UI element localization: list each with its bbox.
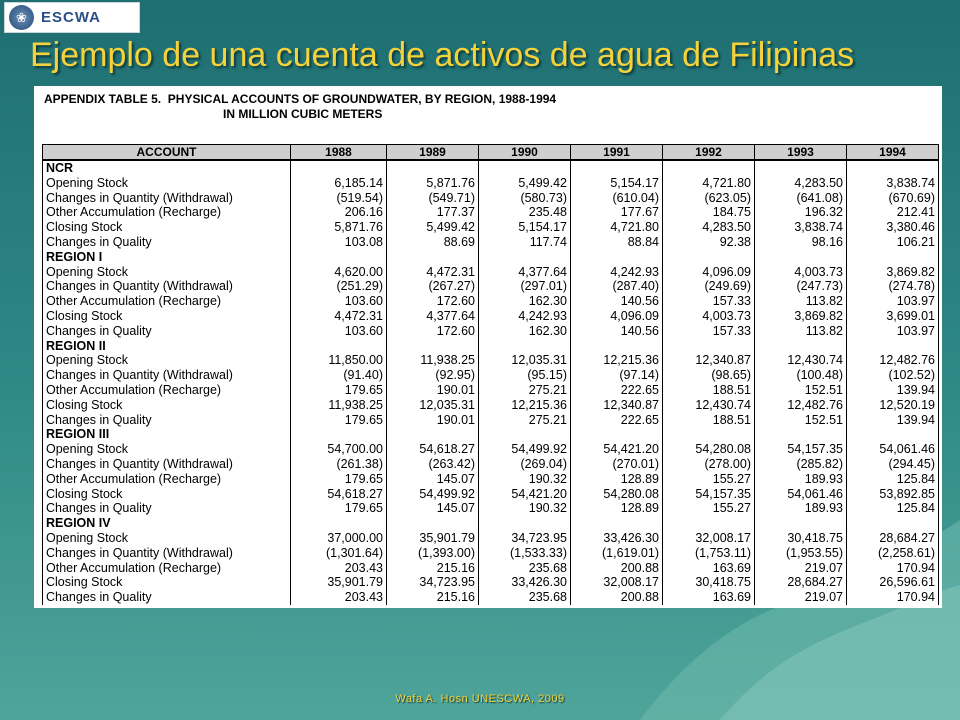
column-header-year: 1994 xyxy=(847,145,939,161)
table-row xyxy=(43,575,939,590)
table-row xyxy=(43,442,939,457)
table-row xyxy=(43,353,939,368)
value-cell: 4,472.31 xyxy=(387,265,479,280)
value-cell: (267.27) xyxy=(387,279,479,294)
account-label: Changes in Quality xyxy=(43,590,291,605)
account-label: Other Accumulation (Recharge) xyxy=(43,472,291,487)
account-label: Changes in Quality xyxy=(43,501,291,516)
value-cell: 190.01 xyxy=(387,383,479,398)
value-cell: (278.00) xyxy=(663,457,755,472)
value-cell: 12,215.36 xyxy=(479,398,571,413)
table-row xyxy=(43,413,939,428)
column-header-account: ACCOUNT xyxy=(43,145,291,161)
value-cell xyxy=(291,339,387,354)
value-cell: 203.43 xyxy=(291,561,387,576)
value-cell: 162.30 xyxy=(479,324,571,339)
value-cell: 103.08 xyxy=(291,235,387,250)
value-cell: (102.52) xyxy=(847,368,939,383)
value-cell: (95.15) xyxy=(479,368,571,383)
value-cell: 157.33 xyxy=(663,324,755,339)
value-cell: 212.41 xyxy=(847,205,939,220)
value-cell: 152.51 xyxy=(755,383,847,398)
value-cell: (91.40) xyxy=(291,368,387,383)
value-cell: 54,499.92 xyxy=(387,487,479,502)
account-label: Opening Stock xyxy=(43,353,291,368)
value-cell: 54,061.46 xyxy=(847,442,939,457)
table-row xyxy=(43,309,939,324)
value-cell: (549.71) xyxy=(387,191,479,206)
value-cell xyxy=(479,160,571,176)
account-label: Closing Stock xyxy=(43,575,291,590)
value-cell: 179.65 xyxy=(291,383,387,398)
value-cell xyxy=(387,427,479,442)
value-cell xyxy=(571,516,663,531)
value-cell: 219.07 xyxy=(755,561,847,576)
value-cell: (97.14) xyxy=(571,368,663,383)
value-cell: 196.32 xyxy=(755,205,847,220)
value-cell: (1,393.00) xyxy=(387,546,479,561)
value-cell xyxy=(387,339,479,354)
value-cell: 4,003.73 xyxy=(755,265,847,280)
column-header-year: 1993 xyxy=(755,145,847,161)
value-cell: 140.56 xyxy=(571,294,663,309)
value-cell: (270.01) xyxy=(571,457,663,472)
value-cell xyxy=(387,160,479,176)
value-cell: 128.89 xyxy=(571,501,663,516)
value-cell: 30,418.75 xyxy=(755,531,847,546)
value-cell: 12,430.74 xyxy=(755,353,847,368)
value-cell xyxy=(847,516,939,531)
value-cell: 12,340.87 xyxy=(663,353,755,368)
account-label: Changes in Quantity (Withdrawal) xyxy=(43,546,291,561)
value-cell: 215.16 xyxy=(387,590,479,605)
value-cell: 172.60 xyxy=(387,324,479,339)
table-row xyxy=(43,191,939,206)
table-region-row xyxy=(43,516,939,531)
value-cell: 5,871.76 xyxy=(291,220,387,235)
region-label: REGION I xyxy=(43,250,291,265)
value-cell: 5,871.76 xyxy=(387,176,479,191)
value-cell: 6,185.14 xyxy=(291,176,387,191)
account-label: Other Accumulation (Recharge) xyxy=(43,294,291,309)
value-cell: 37,000.00 xyxy=(291,531,387,546)
footer-credit: Wafa A. Hosn UNESCWA, 2009 xyxy=(395,693,565,705)
value-cell: 3,380.46 xyxy=(847,220,939,235)
value-cell xyxy=(663,427,755,442)
column-header-year: 1991 xyxy=(571,145,663,161)
value-cell: 103.97 xyxy=(847,324,939,339)
value-cell: 88.69 xyxy=(387,235,479,250)
value-cell: (285.82) xyxy=(755,457,847,472)
value-cell: (1,753.11) xyxy=(663,546,755,561)
value-cell xyxy=(387,516,479,531)
value-cell: 34,723.95 xyxy=(479,531,571,546)
value-cell: 32,008.17 xyxy=(571,575,663,590)
region-label: NCR xyxy=(43,160,291,176)
account-label: Opening Stock xyxy=(43,265,291,280)
value-cell: 12,430.74 xyxy=(663,398,755,413)
value-cell: (274.78) xyxy=(847,279,939,294)
value-cell xyxy=(479,516,571,531)
document-title: APPENDIX TABLE 5. PHYSICAL ACCOUNTS OF GROUNDWATER, BY REGION, 1988-1994 xyxy=(44,92,557,106)
value-cell xyxy=(755,250,847,265)
value-cell xyxy=(755,160,847,176)
value-cell: 163.69 xyxy=(663,561,755,576)
value-cell: (297.01) xyxy=(479,279,571,294)
value-cell: 125.84 xyxy=(847,472,939,487)
table-region-row xyxy=(43,250,939,265)
value-cell: 30,418.75 xyxy=(663,575,755,590)
value-cell: 4,003.73 xyxy=(663,309,755,324)
value-cell: (580.73) xyxy=(479,191,571,206)
value-cell: 4,283.50 xyxy=(663,220,755,235)
table-row xyxy=(43,294,939,309)
value-cell: 157.33 xyxy=(663,294,755,309)
value-cell: 206.16 xyxy=(291,205,387,220)
value-cell: (249.69) xyxy=(663,279,755,294)
value-cell: 3,838.74 xyxy=(755,220,847,235)
value-cell: 28,684.27 xyxy=(847,531,939,546)
value-cell: 4,096.09 xyxy=(663,265,755,280)
table-region-row xyxy=(43,160,939,176)
value-cell: 235.48 xyxy=(479,205,571,220)
value-cell: 54,618.27 xyxy=(387,442,479,457)
value-cell: 4,377.64 xyxy=(479,265,571,280)
table-row xyxy=(43,457,939,472)
value-cell: 4,377.64 xyxy=(387,309,479,324)
table-region-row xyxy=(43,339,939,354)
account-label: Changes in Quantity (Withdrawal) xyxy=(43,191,291,206)
account-label: Other Accumulation (Recharge) xyxy=(43,205,291,220)
value-cell: 128.89 xyxy=(571,472,663,487)
value-cell: (247.73) xyxy=(755,279,847,294)
value-cell xyxy=(571,339,663,354)
value-cell: 163.69 xyxy=(663,590,755,605)
value-cell: 54,421.20 xyxy=(479,487,571,502)
value-cell: 103.97 xyxy=(847,294,939,309)
value-cell: 140.56 xyxy=(571,324,663,339)
value-cell xyxy=(571,160,663,176)
table-row xyxy=(43,501,939,516)
table-row xyxy=(43,205,939,220)
value-cell: 179.65 xyxy=(291,501,387,516)
value-cell: 5,154.17 xyxy=(479,220,571,235)
value-cell: (287.40) xyxy=(571,279,663,294)
value-cell xyxy=(291,516,387,531)
value-cell: (269.04) xyxy=(479,457,571,472)
value-cell: 170.94 xyxy=(847,590,939,605)
value-cell xyxy=(847,250,939,265)
value-cell: 222.65 xyxy=(571,413,663,428)
value-cell: 54,618.27 xyxy=(291,487,387,502)
value-cell: 113.82 xyxy=(755,324,847,339)
region-label: REGION III xyxy=(43,427,291,442)
value-cell: 54,280.08 xyxy=(571,487,663,502)
value-cell: 172.60 xyxy=(387,294,479,309)
value-cell: 200.88 xyxy=(571,590,663,605)
value-cell: 5,499.42 xyxy=(479,176,571,191)
value-cell: 113.82 xyxy=(755,294,847,309)
value-cell: 117.74 xyxy=(479,235,571,250)
value-cell: 5,499.42 xyxy=(387,220,479,235)
value-cell: 170.94 xyxy=(847,561,939,576)
value-cell: 12,340.87 xyxy=(571,398,663,413)
value-cell: (1,301.64) xyxy=(291,546,387,561)
value-cell: (1,533.33) xyxy=(479,546,571,561)
table-row xyxy=(43,235,939,250)
slide-title: Ejemplo de una cuenta de activos de agua de Filipinas xyxy=(30,36,855,74)
value-cell xyxy=(663,516,755,531)
value-cell: 88.84 xyxy=(571,235,663,250)
account-label: Opening Stock xyxy=(43,442,291,457)
value-cell: (251.29) xyxy=(291,279,387,294)
value-cell: 155.27 xyxy=(663,501,755,516)
value-cell: 54,499.92 xyxy=(479,442,571,457)
account-label: Other Accumulation (Recharge) xyxy=(43,561,291,576)
account-label: Changes in Quantity (Withdrawal) xyxy=(43,279,291,294)
value-cell: 3,838.74 xyxy=(847,176,939,191)
value-cell: 184.75 xyxy=(663,205,755,220)
value-cell: 4,721.80 xyxy=(663,176,755,191)
value-cell: 152.51 xyxy=(755,413,847,428)
table-row xyxy=(43,546,939,561)
value-cell: (2,258.61) xyxy=(847,546,939,561)
value-cell: 188.51 xyxy=(663,383,755,398)
value-cell: (1,619.01) xyxy=(571,546,663,561)
value-cell xyxy=(479,250,571,265)
value-cell: 222.65 xyxy=(571,383,663,398)
value-cell: 12,035.31 xyxy=(479,353,571,368)
value-cell: 35,901.79 xyxy=(387,531,479,546)
value-cell: 54,157.35 xyxy=(755,442,847,457)
table-row xyxy=(43,176,939,191)
value-cell: 12,520.19 xyxy=(847,398,939,413)
value-cell: 188.51 xyxy=(663,413,755,428)
table-row xyxy=(43,398,939,413)
value-cell: 275.21 xyxy=(479,413,571,428)
value-cell: 215.16 xyxy=(387,561,479,576)
value-cell: 103.60 xyxy=(291,324,387,339)
value-cell: 4,472.31 xyxy=(291,309,387,324)
account-label: Opening Stock xyxy=(43,531,291,546)
groundwater-table-wrapper xyxy=(42,144,938,605)
table-row xyxy=(43,487,939,502)
value-cell: 54,421.20 xyxy=(571,442,663,457)
value-cell: 189.93 xyxy=(755,472,847,487)
region-label: REGION IV xyxy=(43,516,291,531)
value-cell: 189.93 xyxy=(755,501,847,516)
value-cell: (263.42) xyxy=(387,457,479,472)
value-cell: (519.54) xyxy=(291,191,387,206)
value-cell: 26,596.61 xyxy=(847,575,939,590)
value-cell: 4,283.50 xyxy=(755,176,847,191)
value-cell: 275.21 xyxy=(479,383,571,398)
account-label: Closing Stock xyxy=(43,398,291,413)
value-cell: 33,426.30 xyxy=(479,575,571,590)
value-cell: 34,723.95 xyxy=(387,575,479,590)
value-cell: 4,096.09 xyxy=(571,309,663,324)
account-label: Closing Stock xyxy=(43,487,291,502)
value-cell: 35,901.79 xyxy=(291,575,387,590)
value-cell: 12,035.31 xyxy=(387,398,479,413)
value-cell: 235.68 xyxy=(479,590,571,605)
value-cell: 3,869.82 xyxy=(847,265,939,280)
value-cell: 106.21 xyxy=(847,235,939,250)
value-cell xyxy=(663,160,755,176)
value-cell xyxy=(571,427,663,442)
account-label: Opening Stock xyxy=(43,176,291,191)
value-cell: 139.94 xyxy=(847,413,939,428)
value-cell: (1,953.55) xyxy=(755,546,847,561)
value-cell: 92.38 xyxy=(663,235,755,250)
value-cell: 179.65 xyxy=(291,413,387,428)
table-row xyxy=(43,324,939,339)
column-header-year: 1990 xyxy=(479,145,571,161)
value-cell: 5,154.17 xyxy=(571,176,663,191)
table-row xyxy=(43,265,939,280)
value-cell: 4,620.00 xyxy=(291,265,387,280)
value-cell: 28,684.27 xyxy=(755,575,847,590)
value-cell: 12,482.76 xyxy=(847,353,939,368)
document-subtitle: IN MILLION CUBIC METERS xyxy=(223,107,383,121)
un-emblem-icon: ❀ xyxy=(9,5,34,30)
value-cell: (100.48) xyxy=(755,368,847,383)
logo-label: ESCWA xyxy=(41,8,102,26)
account-label: Changes in Quality xyxy=(43,413,291,428)
value-cell xyxy=(291,160,387,176)
account-label: Closing Stock xyxy=(43,220,291,235)
value-cell: 125.84 xyxy=(847,501,939,516)
value-cell: 190.32 xyxy=(479,501,571,516)
value-cell: 179.65 xyxy=(291,472,387,487)
account-label: Changes in Quantity (Withdrawal) xyxy=(43,368,291,383)
value-cell: 145.07 xyxy=(387,472,479,487)
value-cell xyxy=(663,339,755,354)
value-cell: 155.27 xyxy=(663,472,755,487)
account-label: Closing Stock xyxy=(43,309,291,324)
value-cell: 190.01 xyxy=(387,413,479,428)
value-cell xyxy=(479,339,571,354)
escwa-logo xyxy=(4,2,140,33)
value-cell: 3,699.01 xyxy=(847,309,939,324)
region-label: REGION II xyxy=(43,339,291,354)
value-cell: 11,938.25 xyxy=(387,353,479,368)
column-header-year: 1988 xyxy=(291,145,387,161)
account-label: Other Accumulation (Recharge) xyxy=(43,383,291,398)
value-cell: 11,850.00 xyxy=(291,353,387,368)
value-cell: 139.94 xyxy=(847,383,939,398)
value-cell: 4,242.93 xyxy=(479,309,571,324)
value-cell: 98.16 xyxy=(755,235,847,250)
table-row xyxy=(43,531,939,546)
value-cell xyxy=(847,427,939,442)
document-scan xyxy=(34,86,942,608)
value-cell: 145.07 xyxy=(387,501,479,516)
value-cell xyxy=(387,250,479,265)
column-header-year: 1989 xyxy=(387,145,479,161)
table-row xyxy=(43,220,939,235)
value-cell: 219.07 xyxy=(755,590,847,605)
value-cell: 3,869.82 xyxy=(755,309,847,324)
value-cell: 200.88 xyxy=(571,561,663,576)
logo-text xyxy=(41,8,102,26)
table-row xyxy=(43,383,939,398)
value-cell: (623.05) xyxy=(663,191,755,206)
table-row xyxy=(43,590,939,605)
table-row xyxy=(43,561,939,576)
value-cell: 203.43 xyxy=(291,590,387,605)
value-cell xyxy=(755,516,847,531)
value-cell xyxy=(847,339,939,354)
value-cell xyxy=(571,250,663,265)
value-cell xyxy=(847,160,939,176)
value-cell: 53,892.85 xyxy=(847,487,939,502)
groundwater-accounts-table xyxy=(42,144,939,605)
value-cell: (261.38) xyxy=(291,457,387,472)
value-cell xyxy=(291,250,387,265)
table-body xyxy=(43,160,939,605)
value-cell: 54,700.00 xyxy=(291,442,387,457)
value-cell xyxy=(291,427,387,442)
column-header-year: 1992 xyxy=(663,145,755,161)
value-cell: 32,008.17 xyxy=(663,531,755,546)
value-cell: 11,938.25 xyxy=(291,398,387,413)
value-cell: 54,157.35 xyxy=(663,487,755,502)
value-cell xyxy=(663,250,755,265)
value-cell: 177.67 xyxy=(571,205,663,220)
value-cell: 103.60 xyxy=(291,294,387,309)
value-cell: (294.45) xyxy=(847,457,939,472)
value-cell xyxy=(479,427,571,442)
table-header-row xyxy=(43,145,939,161)
account-label: Changes in Quantity (Withdrawal) xyxy=(43,457,291,472)
table-region-row xyxy=(43,427,939,442)
value-cell: 162.30 xyxy=(479,294,571,309)
value-cell: 177.37 xyxy=(387,205,479,220)
value-cell: (92.95) xyxy=(387,368,479,383)
table-row xyxy=(43,472,939,487)
value-cell: (641.08) xyxy=(755,191,847,206)
value-cell: 54,061.46 xyxy=(755,487,847,502)
value-cell: 12,215.36 xyxy=(571,353,663,368)
value-cell: 12,482.76 xyxy=(755,398,847,413)
table-row xyxy=(43,279,939,294)
value-cell: 4,242.93 xyxy=(571,265,663,280)
value-cell: 4,721.80 xyxy=(571,220,663,235)
value-cell: (610.04) xyxy=(571,191,663,206)
table-row xyxy=(43,368,939,383)
value-cell: (98.65) xyxy=(663,368,755,383)
value-cell: 33,426.30 xyxy=(571,531,663,546)
value-cell xyxy=(755,427,847,442)
value-cell: 54,280.08 xyxy=(663,442,755,457)
value-cell: (670.69) xyxy=(847,191,939,206)
value-cell: 190.32 xyxy=(479,472,571,487)
value-cell: 235.68 xyxy=(479,561,571,576)
value-cell xyxy=(755,339,847,354)
account-label: Changes in Quality xyxy=(43,324,291,339)
account-label: Changes in Quality xyxy=(43,235,291,250)
